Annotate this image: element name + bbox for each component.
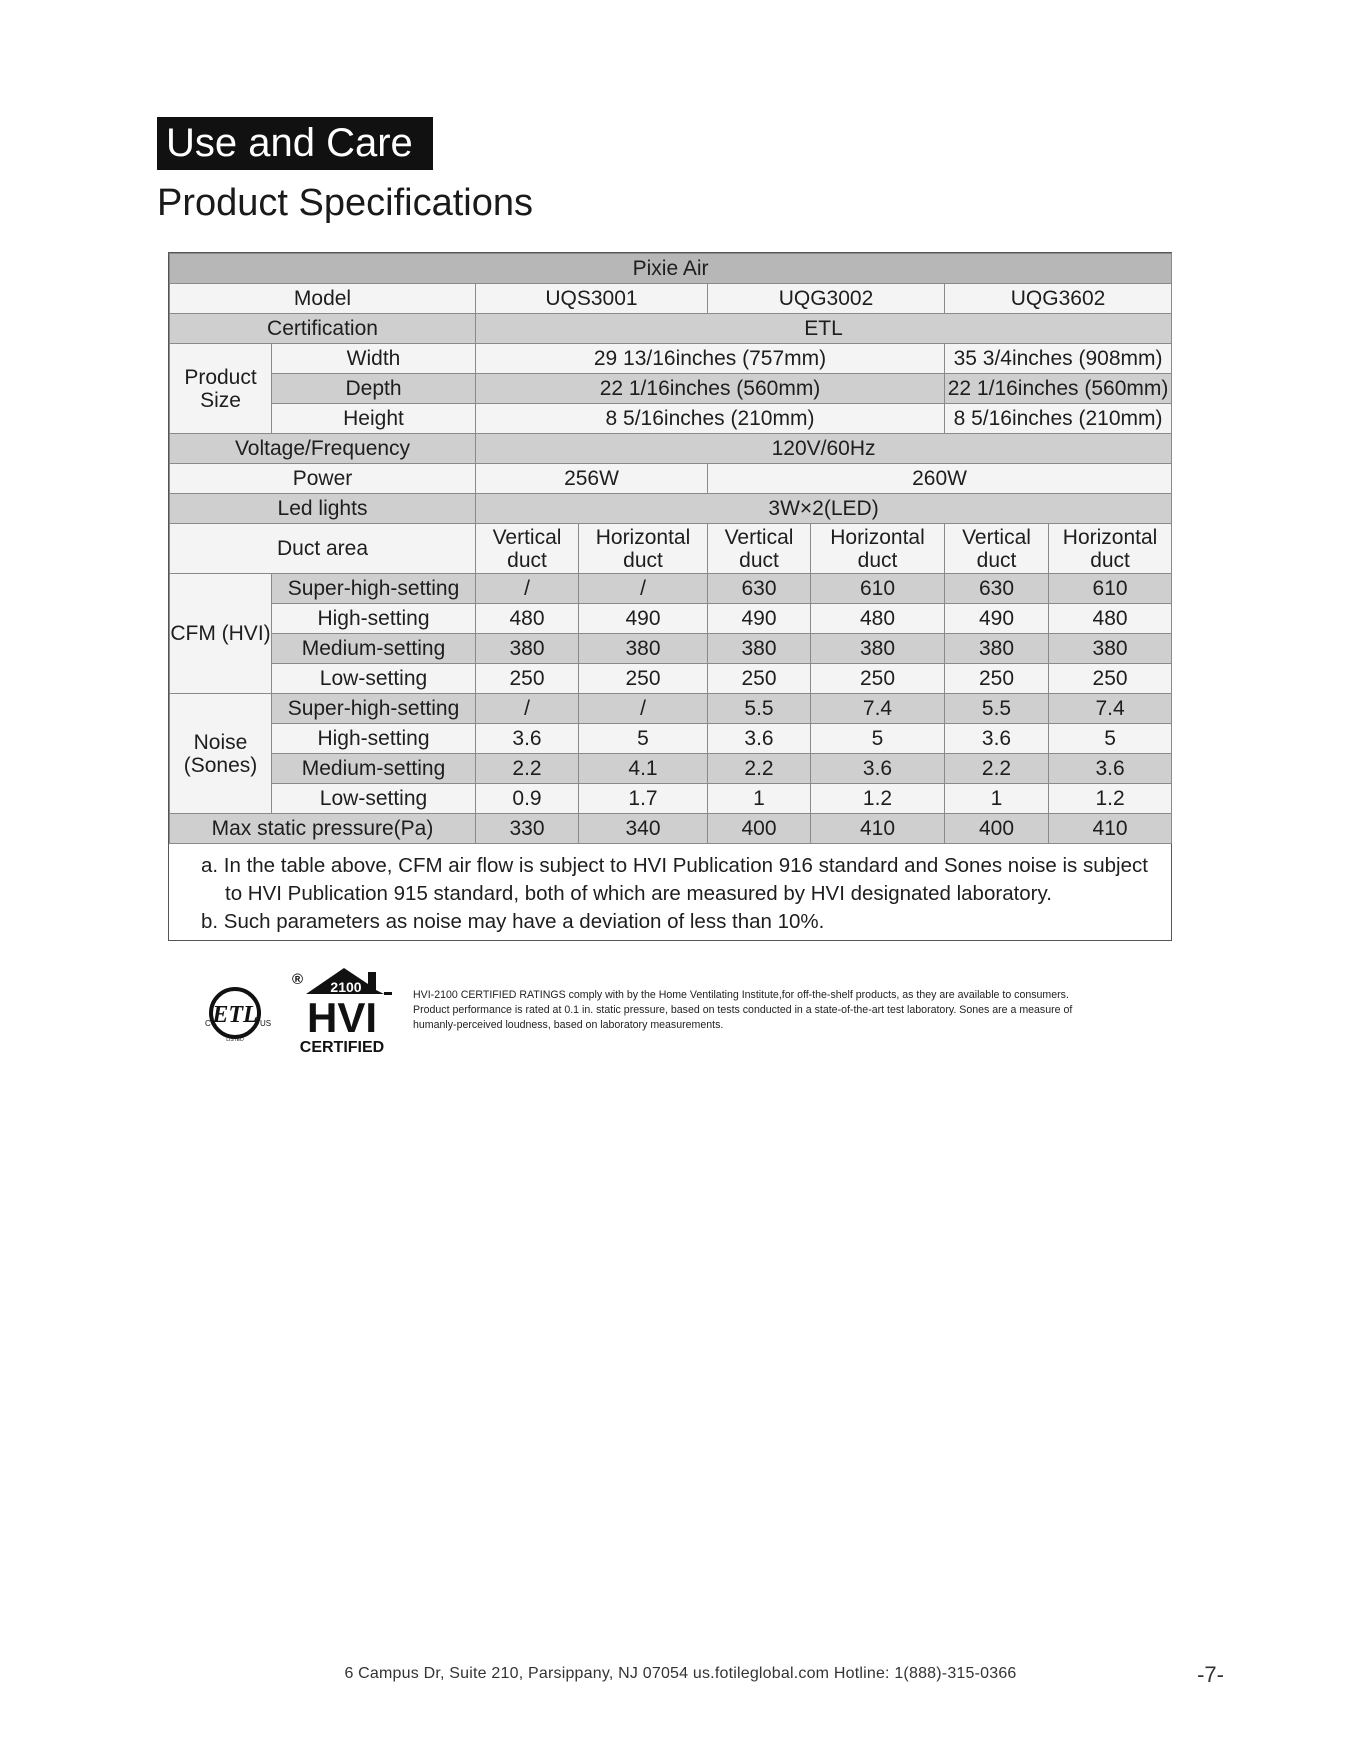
setting-label: High-setting — [272, 604, 476, 634]
noise-label: Noise (Sones) — [170, 694, 272, 814]
cfm-cell: 380 — [476, 634, 579, 664]
cfm-cell: 490 — [708, 604, 811, 634]
cfm-label: CFM (HVI) — [170, 574, 272, 694]
noise-cell: / — [476, 694, 579, 724]
noise-cell: 7.4 — [1049, 694, 1172, 724]
etl-mark-text: ETL — [212, 1002, 258, 1028]
noise-row — [170, 754, 1172, 784]
model-cell: UQG3002 — [708, 284, 945, 314]
depth-value: 22 1/16inches (560mm) — [476, 374, 945, 404]
etl-listed-text: LISTED — [226, 1037, 244, 1043]
table-notes — [169, 844, 1171, 936]
hvi-roof-tick — [384, 992, 392, 995]
led-label: Led lights — [170, 494, 476, 524]
height-value: 8 5/16inches (210mm) — [945, 404, 1172, 434]
setting-label: Low-setting — [272, 784, 476, 814]
height-value: 8 5/16inches (210mm) — [476, 404, 945, 434]
height-label: Height — [272, 404, 476, 434]
cfm-cell: 250 — [811, 664, 945, 694]
pressure-cell: 400 — [708, 814, 811, 844]
cfm-cell: 480 — [1049, 604, 1172, 634]
width-row — [170, 344, 1172, 374]
voltage-label: Voltage/Frequency — [170, 434, 476, 464]
cfm-row — [170, 634, 1172, 664]
cfm-row — [170, 604, 1172, 634]
noise-cell: 3.6 — [476, 724, 579, 754]
setting-label: Low-setting — [272, 664, 476, 694]
cfm-cell: 630 — [708, 574, 811, 604]
noise-cell: 2.2 — [476, 754, 579, 784]
noise-cell: 1.2 — [1049, 784, 1172, 814]
product-size-label: Product Size — [170, 344, 272, 434]
setting-label: Super-high-setting — [272, 574, 476, 604]
noise-row — [170, 694, 1172, 724]
product-name: Pixie Air — [170, 254, 1172, 284]
cfm-cell: 630 — [945, 574, 1049, 604]
depth-value: 22 1/16inches (560mm) — [945, 374, 1172, 404]
setting-label: Medium-setting — [272, 634, 476, 664]
duct-type: Horizontal duct — [1049, 524, 1172, 574]
noise-cell: 4.1 — [579, 754, 708, 784]
power-value: 256W — [476, 464, 708, 494]
certification-row — [170, 314, 1172, 344]
voltage-row — [170, 434, 1172, 464]
cfm-cell: 490 — [945, 604, 1049, 634]
noise-cell: 5.5 — [945, 694, 1049, 724]
noise-cell: 3.6 — [708, 724, 811, 754]
pressure-cell: 410 — [1049, 814, 1172, 844]
voltage-value: 120V/60Hz — [476, 434, 1172, 464]
certification-logos — [200, 966, 1100, 1056]
cfm-row — [170, 574, 1172, 604]
cfm-cell: 380 — [811, 634, 945, 664]
noise-row — [170, 784, 1172, 814]
pressure-cell: 330 — [476, 814, 579, 844]
cfm-cell: / — [579, 574, 708, 604]
page-number: -7- — [1197, 1662, 1224, 1687]
noise-cell: 7.4 — [811, 694, 945, 724]
spec-table — [169, 253, 1172, 844]
cfm-row — [170, 664, 1172, 694]
noise-cell: 3.6 — [945, 724, 1049, 754]
cfm-cell: 380 — [1049, 634, 1172, 664]
noise-cell: / — [579, 694, 708, 724]
cfm-cell: 250 — [945, 664, 1049, 694]
cfm-cell: 250 — [476, 664, 579, 694]
power-value: 260W — [708, 464, 1172, 494]
model-cell: UQS3001 — [476, 284, 708, 314]
cfm-cell: 380 — [579, 634, 708, 664]
etl-c-text: C — [205, 1019, 211, 1028]
footer-address: 6 Campus Dr, Suite 210, Parsippany, NJ 07054 us.fotileglobal.com Hotline: 1(888)-315-0366 — [344, 1665, 1017, 1682]
etl-listed-logo — [200, 978, 270, 1048]
duct-type: Horizontal duct — [579, 524, 708, 574]
duct-type: Vertical duct — [708, 524, 811, 574]
noise-cell: 5 — [579, 724, 708, 754]
hvi-registered-mark: ® — [292, 971, 304, 988]
pressure-cell: 400 — [945, 814, 1049, 844]
pressure-cell: 410 — [811, 814, 945, 844]
cfm-cell: / — [476, 574, 579, 604]
certification-label: Certification — [170, 314, 476, 344]
setting-label: Medium-setting — [272, 754, 476, 784]
noise-cell: 1.7 — [579, 784, 708, 814]
hvi-certified-logo — [286, 966, 401, 1056]
noise-cell: 3.6 — [811, 754, 945, 784]
depth-label: Depth — [272, 374, 476, 404]
product-name-row — [170, 254, 1172, 284]
led-value: 3W×2(LED) — [476, 494, 1172, 524]
cfm-cell: 480 — [476, 604, 579, 634]
model-label: Model — [170, 284, 476, 314]
noise-cell: 0.9 — [476, 784, 579, 814]
width-label: Width — [272, 344, 476, 374]
note-b: b. Such parameters as noise may have a deviation of less than 10%. — [201, 910, 825, 933]
noise-cell: 1.2 — [811, 784, 945, 814]
duct-label: Duct area — [170, 524, 476, 574]
noise-cell: 1 — [945, 784, 1049, 814]
noise-row — [170, 724, 1172, 754]
cfm-cell: 480 — [811, 604, 945, 634]
power-label: Power — [170, 464, 476, 494]
spec-box — [168, 252, 1172, 941]
duct-type: Vertical duct — [476, 524, 579, 574]
pressure-cell: 340 — [579, 814, 708, 844]
noise-cell: 3.6 — [1049, 754, 1172, 784]
setting-label: Super-high-setting — [272, 694, 476, 724]
hvi-certification-text: HVI-2100 CERTIFIED RATINGS comply with by the Home Ventilating Institute,for off-the-shelf products, as they are available to consumers. Product performance is rated at 0.1 in. static pressure, based on tests conducted in a state-of-the-art test laboratory. Sones are a measure of humanly-perceived loudness, based on laboratory measurements. — [413, 989, 1073, 1031]
noise-cell: 2.2 — [945, 754, 1049, 784]
cfm-cell: 610 — [1049, 574, 1172, 604]
duct-type: Horizontal duct — [811, 524, 945, 574]
led-row — [170, 494, 1172, 524]
noise-cell: 5 — [811, 724, 945, 754]
depth-row — [170, 374, 1172, 404]
noise-cell: 1 — [708, 784, 811, 814]
cfm-cell: 250 — [708, 664, 811, 694]
power-row — [170, 464, 1172, 494]
duct-type: Vertical duct — [945, 524, 1049, 574]
height-row — [170, 404, 1172, 434]
noise-cell: 2.2 — [708, 754, 811, 784]
cfm-cell: 490 — [579, 604, 708, 634]
hvi-word-text: HVI — [306, 994, 378, 1041]
section-tag: Use and Care — [157, 117, 433, 170]
cfm-cell: 250 — [579, 664, 708, 694]
setting-label: High-setting — [272, 724, 476, 754]
pressure-label: Max static pressure(Pa) — [170, 814, 476, 844]
hvi-certified-text: CERTIFIED — [299, 1039, 385, 1056]
hvi-number-text: 2100 — [330, 979, 362, 995]
etl-us-text: US — [260, 1019, 272, 1028]
noise-cell: 5 — [1049, 724, 1172, 754]
model-cell: UQG3602 — [945, 284, 1172, 314]
cfm-cell: 380 — [945, 634, 1049, 664]
note-a: a. In the table above, CFM air flow is subject to HVI Publication 916 standard and Sones noise is subject to HVI Publication 915 standard, both of which are measured by HVI designated laboratory. — [201, 854, 1148, 905]
cfm-cell: 610 — [811, 574, 945, 604]
width-value: 29 13/16inches (757mm) — [476, 344, 945, 374]
pressure-row — [170, 814, 1172, 844]
duct-row — [170, 524, 1172, 574]
cfm-cell: 380 — [708, 634, 811, 664]
model-row — [170, 284, 1172, 314]
certification-value: ETL — [476, 314, 1172, 344]
cfm-cell: 250 — [1049, 664, 1172, 694]
page-title: Product Specifications — [157, 182, 533, 224]
width-value: 35 3/4inches (908mm) — [945, 344, 1172, 374]
noise-cell: 5.5 — [708, 694, 811, 724]
